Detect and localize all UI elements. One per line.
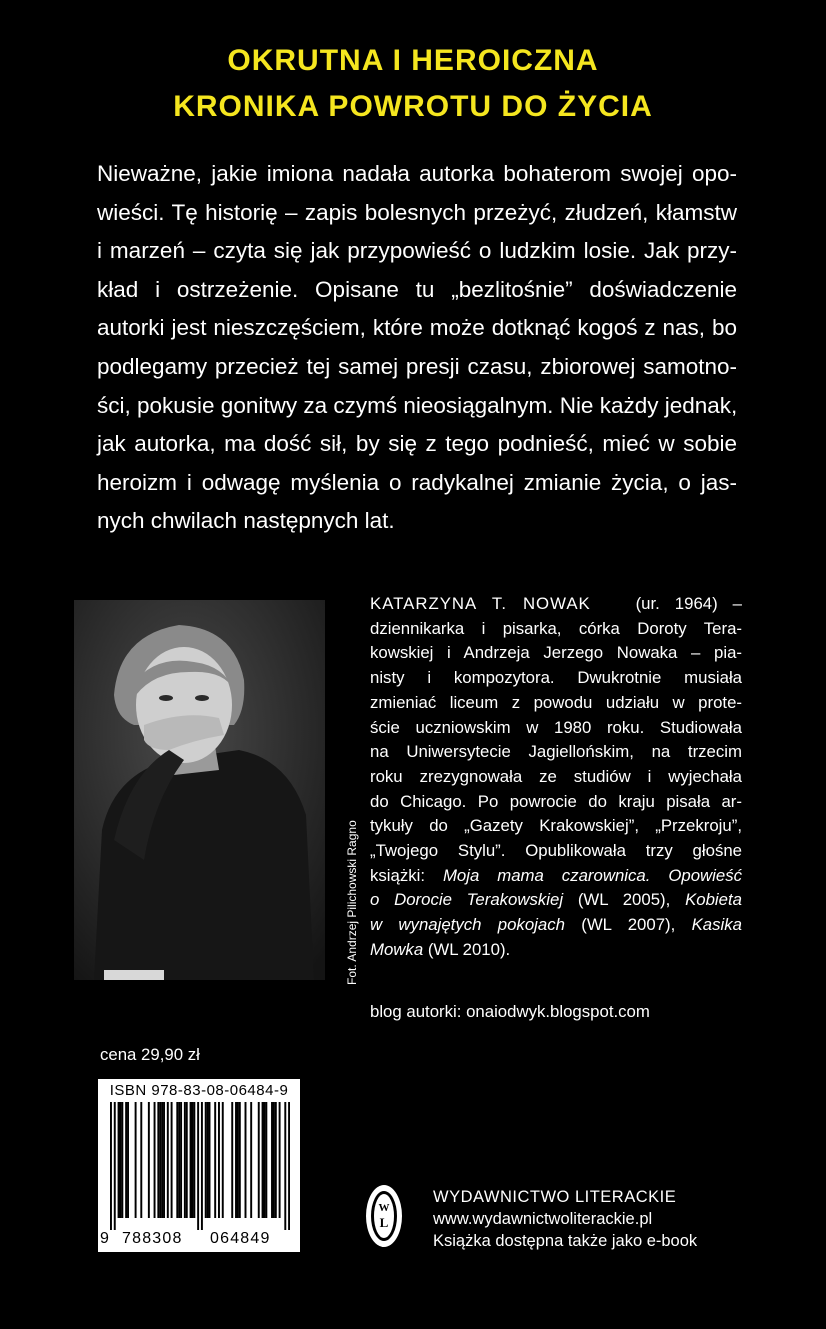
bio-line: ście uczniowskim w 1980 roku. Studiowała <box>370 717 742 737</box>
publisher-info <box>433 1186 697 1252</box>
barcode-bar <box>178 1102 180 1218</box>
barcode-bar <box>273 1102 275 1218</box>
headline-line-2: KRONIKA POWROTU DO ŻYCIA <box>173 90 653 123</box>
bio-line: dziennikarka i pisarka, córka Doroty Tera- <box>370 618 742 638</box>
blurb-line: ści, pokusie gonitwy za czymś nieosiągalnym. Nie każdy jednak, <box>97 392 738 418</box>
publisher-url[interactable]: www.wydawnictwoliterackie.pl <box>433 1210 653 1228</box>
barcode-bar <box>250 1102 252 1218</box>
svg-text:L: L <box>379 1215 389 1230</box>
bio-books-line-4 <box>370 938 742 963</box>
barcode-bar <box>191 1102 193 1218</box>
ebook-note: Książka dostępna także jako e-book <box>433 1232 698 1250</box>
barcode-bar <box>190 1102 192 1218</box>
author-photo <box>74 600 325 980</box>
barcode-bar <box>239 1102 241 1218</box>
barcode-bar <box>176 1102 178 1218</box>
book-year-3: (WL 2010). <box>423 939 511 959</box>
barcode-bar <box>118 1102 120 1218</box>
barcode-bar <box>231 1102 233 1218</box>
barcode-bar <box>263 1102 265 1218</box>
barcode-bar <box>125 1102 127 1218</box>
barcode-bar <box>114 1102 116 1230</box>
barcode-bar <box>148 1102 150 1218</box>
barcode-bar <box>171 1102 173 1218</box>
barcode-bar <box>207 1102 209 1218</box>
blurb-line: i marzeń – czyta się jak przypowieść o ludzkim losie. Jak przy- <box>97 238 737 264</box>
barcode-bar <box>209 1102 211 1218</box>
bio-books-line-1 <box>370 864 742 889</box>
blurb-line: podlegamy przecież tej samej presji czasu, zbiorowej samotno- <box>97 353 737 379</box>
bio-line-1 <box>370 592 742 617</box>
svg-text:W: W <box>378 1202 390 1214</box>
barcode-bar <box>193 1102 195 1218</box>
blurb-line: heroizm i odwagę myślenia o radykalnej zmianie życia, o jas- <box>97 469 737 495</box>
barcode-bar <box>163 1102 165 1218</box>
barcode-bar <box>265 1102 267 1218</box>
barcode-bar <box>275 1102 277 1218</box>
barcode-bar <box>180 1102 182 1218</box>
books-intro: książki: <box>370 865 443 885</box>
barcode-bar <box>184 1102 186 1218</box>
barcode-bar <box>127 1102 129 1218</box>
blurb-line: jak autorka, ma dość sił, by się z tego podnieść, mieć w sobie <box>97 431 737 457</box>
headline-line-1: OKRUTNA I HEROICZNA <box>227 44 599 77</box>
blurb-line: Nieważne, jakie imiona nadała autorka bohaterom swojej opo- <box>97 161 737 186</box>
barcode-bar <box>271 1102 273 1218</box>
barcode-bar <box>284 1102 286 1230</box>
barcode-bar <box>110 1102 112 1230</box>
photo-credit: Fot. Andrzej Pilichowski Ragno <box>345 820 359 985</box>
barcode <box>98 1079 300 1252</box>
publisher-logo <box>364 1183 404 1249</box>
barcode-bar <box>288 1102 290 1230</box>
barcode-bar <box>237 1102 239 1218</box>
barcode-bar <box>167 1102 169 1218</box>
book-year-1: (WL 2005), <box>563 890 686 910</box>
ean-digits-right: 064849 <box>210 1230 271 1247</box>
bio-line: roku zrezygnowała ze studiów i wyjechała <box>370 766 742 786</box>
ean-digits-left: 788308 <box>122 1230 183 1247</box>
bio-line: tykuły do „Gazety Krakowskiej”, „Przekroju”, <box>370 816 742 836</box>
bio-books-line-2 <box>370 888 742 913</box>
book-title-1b: o Dorocie Terakowskiej <box>370 890 564 910</box>
barcode-bar <box>218 1102 220 1218</box>
author-birth: (ur. 1964) – <box>635 594 742 613</box>
barcode-bar <box>214 1102 216 1218</box>
barcode-bar <box>205 1102 207 1218</box>
barcode-bar <box>197 1102 199 1230</box>
barcode-bar <box>119 1102 121 1218</box>
blog-link[interactable]: blog autorki: onaiodwyk.blogspot.com <box>370 1002 650 1021</box>
barcode-bars <box>110 1102 290 1230</box>
bio-line: „Twojego Stylu”. Opublikowała trzy głośne <box>370 841 742 861</box>
barcode-bar <box>157 1102 159 1218</box>
book-title-2a: Kobieta <box>685 890 742 910</box>
book-title-2b: w wynajętych pokojach <box>370 915 565 935</box>
bio-line: zmieniać liceum z powodu udziału w prote- <box>370 692 742 712</box>
book-year-2: (WL 2007), <box>564 915 692 935</box>
barcode-bar <box>140 1102 142 1218</box>
barcode-bar <box>279 1102 281 1218</box>
barcode-bar <box>201 1102 203 1230</box>
barcode-bar <box>135 1102 137 1218</box>
barcode-bar <box>245 1102 247 1218</box>
blurb-line: autorki jest nieszczęściem, które może dotknąć kogoś z nas, bo <box>97 315 737 341</box>
barcode-bar <box>262 1102 264 1218</box>
bio-line: nisty i kompozytora. Dwukrotnie musiała <box>370 668 742 688</box>
author-bio <box>370 592 742 963</box>
blurb-line: kład i ostrzeżenie. Opisane tu „bezlitośnie” doświadczenie <box>97 276 737 302</box>
blurb-line: nych chwilach następnych lat. <box>97 508 395 534</box>
book-title-3a: Kasika <box>691 915 742 935</box>
barcode-bar <box>222 1102 224 1218</box>
publisher-name: WYDAWNICTWO LITERACKIE <box>433 1188 677 1206</box>
book-title-1a: Moja mama czarownica. Opowieść <box>442 865 743 885</box>
blurb-line: wieści. Tę historię – zapis bolesnych przeżyć, złudzeń, kłamstw <box>97 199 737 225</box>
isbn-label: ISBN 978-83-08-06484-9 <box>109 1082 289 1099</box>
bio-books-line-3 <box>370 913 742 938</box>
barcode-bar <box>161 1102 163 1218</box>
headline <box>0 38 826 130</box>
bio-line: na Uniwersytecie Jagiellońskim, na trzecim <box>370 742 742 762</box>
barcode-bar <box>121 1102 123 1218</box>
price: cena 29,90 zł <box>100 1045 200 1064</box>
author-name: KATARZYNA T. NOWAK <box>370 594 591 613</box>
bio-line: kowskiej i Andrzeja Jerzego Nowaka – pia- <box>370 643 742 663</box>
bio-line: do Chicago. Po powrocie do kraju pisała ar- <box>370 791 742 811</box>
barcode-bar <box>258 1102 260 1218</box>
barcode-bar <box>154 1102 156 1218</box>
barcode-bar <box>235 1102 237 1218</box>
barcode-bar <box>159 1102 161 1218</box>
blurb <box>97 155 737 541</box>
barcode-bar <box>186 1102 188 1218</box>
book-title-3b: Mowka <box>370 939 424 959</box>
ean-digit-first: 9 <box>100 1230 111 1247</box>
